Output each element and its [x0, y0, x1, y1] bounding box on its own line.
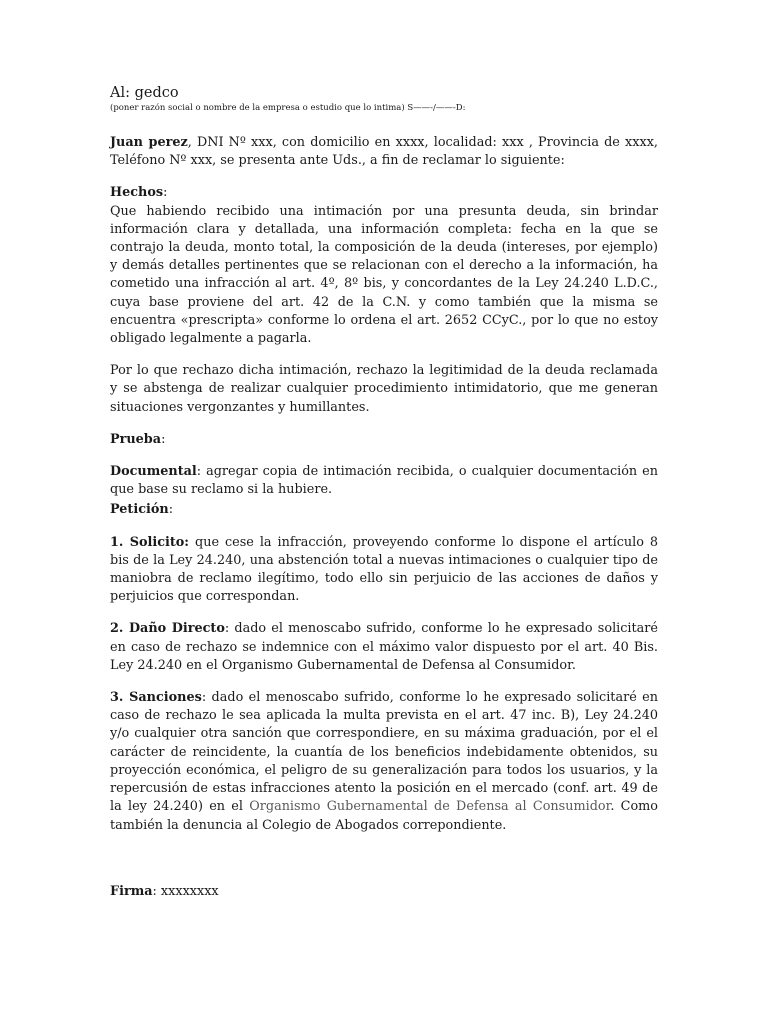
signature-value: xxxxxxxx: [156, 883, 219, 899]
documental-label: Documental: [110, 464, 197, 480]
hechos-title: Hechos: [110, 185, 164, 201]
peticion-item-2: [110, 620, 658, 675]
hechos-paragraph-2: Por lo que rechazo dicha intimación, rechazo la legitimidad de la deuda reclamada y se abstenga de realizar cualquier procedimiento intimidatorio, que me generan situaciones vergonzantes y humillantes.: [110, 363, 658, 415]
peticion-item-1: [110, 534, 658, 607]
item-3-label: 3. Sanciones: [110, 690, 202, 706]
item-1-label: 1. Solicito:: [110, 534, 190, 550]
signature-line: [110, 883, 658, 901]
organismo-link[interactable]: Organismo Gubernamental de Defensa al Consumidor: [249, 799, 611, 815]
item-3-end: . Como también la denuncia al Colegio de Abogados correpondiente.: [110, 799, 658, 833]
recipient-line: [110, 84, 658, 102]
recipient-label: Al:: [110, 85, 135, 101]
item-2-label: 2. Daño Directo: [110, 621, 225, 637]
signature-colon: :: [152, 883, 157, 899]
hechos-heading: [110, 184, 658, 202]
letter-body: [110, 84, 658, 901]
intro-paragraph: [110, 134, 658, 170]
peticion-heading: [110, 501, 658, 519]
peticion-colon: :: [168, 502, 173, 518]
recipient-name: gedco: [134, 85, 179, 101]
prueba-colon: :: [161, 431, 166, 447]
hechos-colon: :: [163, 185, 168, 201]
recipient-note: (poner razón social o nombre de la empresa o estudio que lo intima) S——-/——-D:: [110, 103, 466, 113]
prueba-title: Prueba: [110, 431, 162, 447]
documental-paragraph: [110, 463, 658, 499]
item-1-text: que cese la infracción, proveyendo conforme lo dispone el artículo 8 bis de la Ley 24.240, una abstención total a nuevas intimaciones o cualquier tipo de maniobra de reclamo ilegítimo, todo ello sin perjuicio de las acciones de daños y perjuicios que correspondan.: [110, 534, 659, 605]
item-3-text: : dado el menoscabo sufrido, conforme lo he expresado solicitaré en caso de rechazo le sea aplicada la multa prevista en el art. 47 inc. B), Ley 24.240 y/o cualquier otra sanción que correspondiere, en su máxima graduación, por el el carácter de reincidente, la cuantía de los beneficios indebidamente obtenidos, su proyección económica, el peligro de su generalización para todos los usuarios, y la repercusión de estas infracciones atento la posición en el mercado (conf. art. 49 de la ley 24.240) en el: [110, 690, 658, 815]
documental-text: : agregar copia de intimación recibida, o cualquier documentación en que base su reclamo si la hubiere.: [110, 464, 658, 498]
signature-label: Firma: [110, 883, 153, 899]
prueba-heading: [110, 431, 658, 449]
peticion-item-3: [110, 689, 658, 835]
hechos-paragraph-1: Que habiendo recibido una intimación por una presunta deuda, sin brindar información clara y detallada, una información completa: fecha en la que se contrajo la deuda, monto total, la composición de la deuda (intereses, por ejemplo) y demás detalles pertinentes que se relacionan con el derecho a la información, ha cometido una infracción al art. 4º, 8º bis, y concordantes de la Ley 24.240 L.D.C., cuya base proviene del art. 42 de la C.N. y como también que la misma se encuentra «prescripta» conforme lo ordena el art. 2652 CCyC., por lo que no estoy obligado legalmente a pagarla.: [110, 203, 658, 347]
sender-name: Juan perez: [110, 135, 188, 150]
intro-text: , DNI Nº xxx, con domicilio en xxxx, localidad: xxx , Provincia de xxxx, Teléfono Nº xxx, se presenta ante Uds., a fin de reclamar lo siguiente:: [110, 135, 658, 169]
item-2-text: : dado el menoscabo sufrido, conforme lo he expresado solicitaré en caso de rechazo se indemnice con el máximo valor dispuesto por el art. 40 Bis. Ley 24.240 en el Organismo Gubernamental de Defensa al Consumidor.: [110, 621, 658, 673]
peticion-title: Petición: [110, 502, 169, 518]
